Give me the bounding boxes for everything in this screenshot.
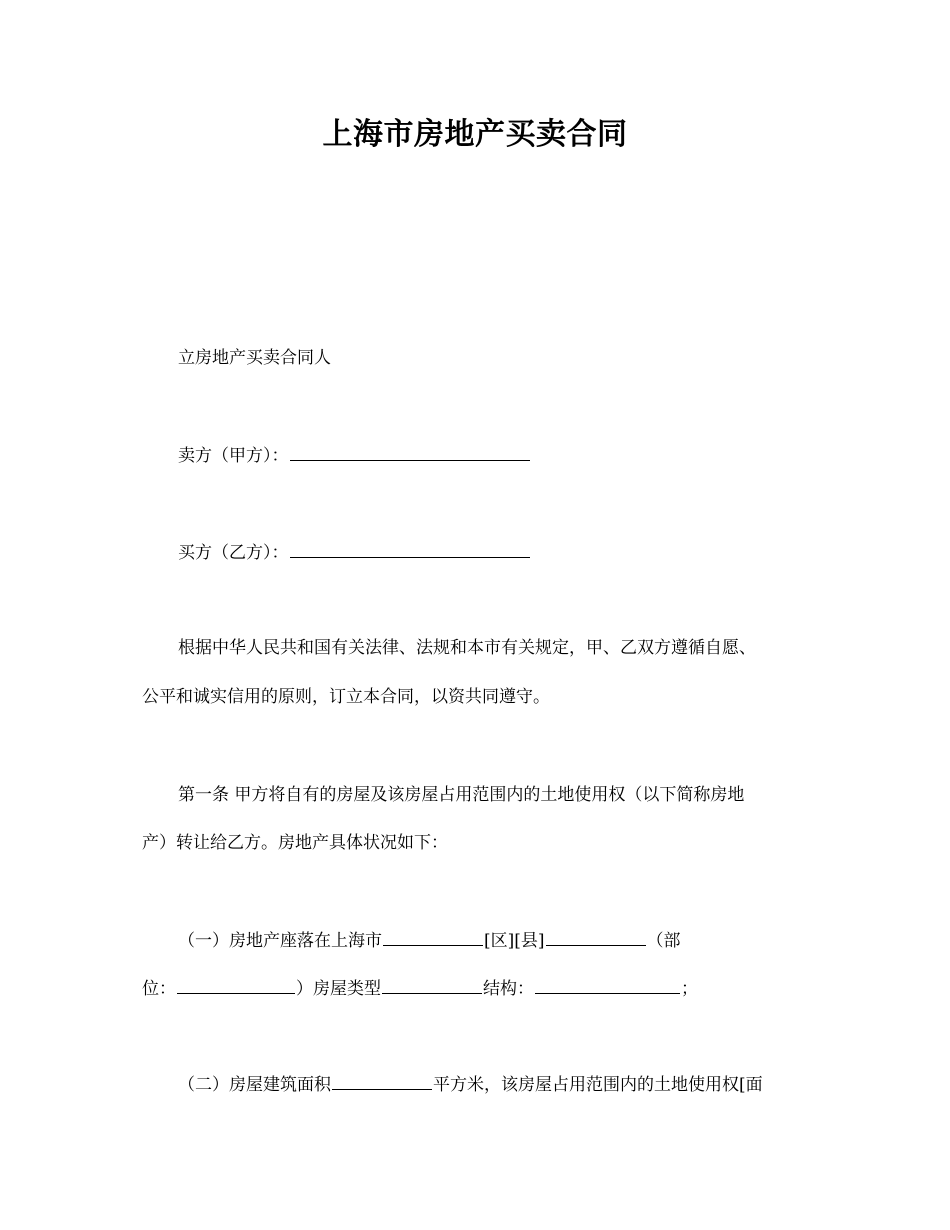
item1-end: ； <box>681 979 698 999</box>
area-blank[interactable] <box>332 1072 432 1090</box>
buyer-label: 买方（乙方）： <box>178 543 289 563</box>
structure-blank[interactable] <box>535 976 680 994</box>
part-open-label: （部 <box>646 931 681 951</box>
intro-line: 立房地产买卖合同人 <box>178 348 331 368</box>
district-label: [区][县] <box>484 931 545 951</box>
seller-line <box>178 443 531 468</box>
seller-name-blank[interactable] <box>290 443 530 461</box>
structure-label: 结构： <box>483 979 534 999</box>
house-type-label: ）房屋类型 <box>296 979 381 999</box>
district-blank[interactable] <box>383 928 483 946</box>
house-type-blank[interactable] <box>382 976 482 994</box>
buyer-line <box>178 540 531 565</box>
item2-prefix: （二）房屋建筑面积 <box>178 1075 331 1095</box>
preamble-line-1: 根据中华人民共和国有关法律、法规和本市有关规定，甲、乙双方遵循自愿、 <box>178 638 756 658</box>
street-blank[interactable] <box>546 928 646 946</box>
buyer-name-blank[interactable] <box>290 540 530 558</box>
document-title: 上海市房地产买卖合同 <box>322 117 628 152</box>
article1-line-1: 第一条 甲方将自有的房屋及该房屋占用范围内的土地使用权（以下简称房地 <box>178 785 745 805</box>
item1-prefix: （一）房地产座落在上海市 <box>178 931 382 951</box>
item1-line-2 <box>142 976 698 1001</box>
part-label: 位： <box>142 979 176 999</box>
article1-line-2: 产）转让给乙方。房地产具体状况如下： <box>142 833 448 853</box>
seller-label: 卖方（甲方）： <box>178 446 289 466</box>
part-blank[interactable] <box>177 976 295 994</box>
item2-line-1 <box>178 1072 763 1097</box>
preamble-line-2: 公平和诚实信用的原则，订立本合同，以资共同遵守。 <box>142 687 550 707</box>
item2-suffix: 平方米，该房屋占用范围内的土地使用权[面 <box>433 1075 763 1095</box>
item1-line-1 <box>178 928 681 953</box>
